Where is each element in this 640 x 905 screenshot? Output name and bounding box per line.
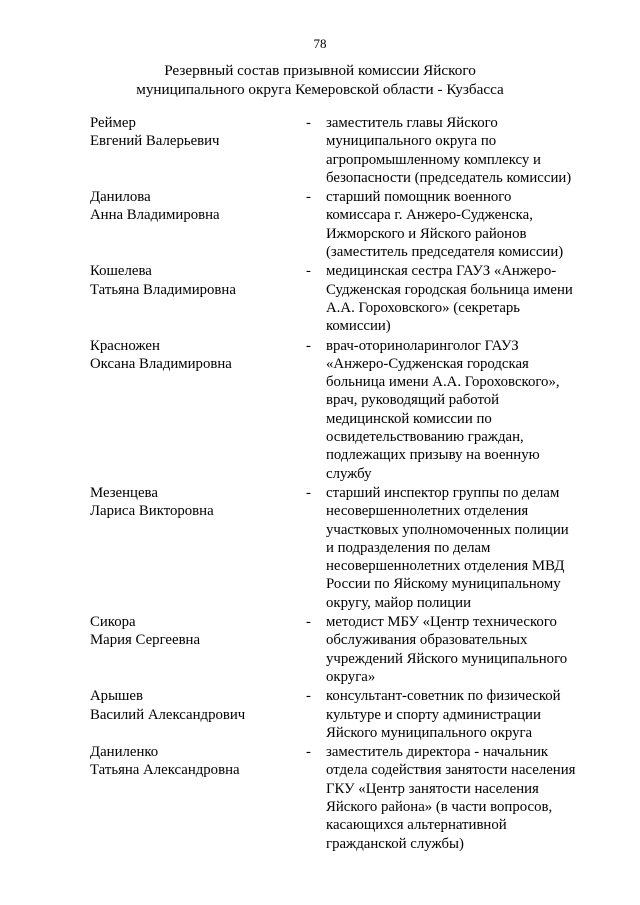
member-given-name: Василий Александрович [90, 706, 246, 723]
member-description-line: безопасности (председатель комиссии) [326, 169, 572, 186]
member-description-line: (заместитель председателя комиссии) [326, 244, 564, 261]
member-description-line: подлежащих призыву на военную [326, 447, 540, 464]
member-name [90, 484, 290, 521]
member-dash: - [306, 115, 311, 131]
member-dash: - [306, 263, 311, 280]
member-description-line: консультант-советник по физической [326, 688, 561, 705]
member-description-line: службу [326, 465, 372, 482]
member-description-line: медицинская сестра ГАУЗ «Анжеро- [326, 263, 557, 280]
document-title [40, 62, 600, 99]
member-surname: Мезенцева [90, 484, 158, 501]
member-dash: - [306, 614, 311, 631]
member-name [90, 114, 290, 151]
member-description-line: больница имени А.А. Гороховского», [326, 374, 560, 391]
member-description-line: врач-оториноларинголог ГАУЗ [326, 337, 519, 354]
member-description-line: муниципального округа по [326, 133, 497, 150]
member-description-line: заместитель главы Яйского [326, 115, 498, 131]
member-description-line: культуре и спорту администрации [326, 706, 541, 723]
member-description-line: учреждений Яйского муниципального [326, 650, 568, 667]
title-line-1: Резервный состав призывной комиссии Яйского [164, 62, 476, 79]
member-description-line: несовершеннолетних отделения [326, 503, 529, 520]
member-description-line: освидетельствованию граждан, [326, 429, 524, 446]
member-given-name: Татьяна Александровна [90, 762, 240, 779]
title-line-2: муниципального округа Кемеровской области - Кузбасса [136, 80, 504, 98]
member-given-name: Анна Владимировна [90, 207, 220, 224]
member-surname: Арышев [90, 688, 143, 705]
member-description [326, 114, 586, 187]
member-given-name: Лариса Викторовна [90, 503, 214, 520]
member-given-name: Евгений Валерьевич [90, 133, 220, 150]
members-list [0, 114, 640, 853]
member-description-line: округа» [326, 668, 376, 685]
member-description-line: касающихся альтернативной [326, 817, 507, 834]
member-description-line: комиссара г. Анжеро-Судженска, [326, 207, 533, 224]
member-row [0, 484, 640, 612]
member-dash: - [306, 484, 311, 501]
member-row [0, 262, 640, 335]
member-surname: Кошелева [90, 263, 152, 280]
member-description-line: старший помощник военного [326, 189, 512, 206]
member-description [326, 687, 586, 742]
member-description-line: агропромышленному комплексу и [326, 151, 541, 168]
member-row [0, 188, 640, 261]
member-row [0, 743, 640, 853]
member-description [326, 262, 586, 335]
member-description-line: Судженская городская больница имени [326, 281, 573, 298]
member-surname: Реймер [90, 115, 136, 131]
member-description-line: методист МБУ «Центр технического [326, 614, 557, 631]
member-description-line: несовершеннолетних отделения МВД [326, 558, 565, 575]
member-description-line: заместитель директора - начальник [326, 744, 549, 761]
member-description-line: и подразделения по делам [326, 539, 491, 556]
member-description-line: участковых уполномоченных полиции [326, 521, 569, 538]
member-given-name: Мария Сергеевна [90, 632, 201, 649]
member-description-line: ГКУ «Центр занятости населения [326, 780, 539, 797]
member-description-line: округу, майор полиции [326, 594, 471, 611]
member-row [0, 687, 640, 742]
member-surname: Даниленко [90, 744, 159, 761]
member-surname: Данилова [90, 189, 151, 206]
page-number: 78 [313, 36, 327, 51]
member-description-line: обслуживания образовательных [326, 632, 528, 649]
member-dash: - [306, 337, 311, 354]
member-row [0, 114, 640, 187]
member-description [326, 743, 586, 853]
member-dash: - [306, 189, 311, 206]
member-name [90, 743, 290, 780]
member-description-line: России по Яйскому муниципальному [326, 576, 561, 593]
member-description [326, 613, 586, 686]
member-row [0, 337, 640, 483]
member-description-line: «Анжеро-Судженская городская [326, 355, 529, 372]
member-description-line: медицинской комиссии по [326, 410, 492, 427]
member-description-line: отдела содействия занятости населения [326, 762, 576, 779]
member-surname: Красножен [90, 337, 160, 354]
member-description-line: Яйского района» (в части вопросов, [326, 798, 553, 815]
member-dash: - [306, 688, 311, 705]
member-name [90, 337, 290, 374]
member-name [90, 687, 290, 724]
member-row [0, 613, 640, 686]
member-given-name: Татьяна Владимировна [90, 281, 236, 298]
member-description [326, 188, 586, 261]
member-surname: Сикора [90, 614, 136, 631]
member-name [90, 262, 290, 299]
member-description-line: врач, руководящий работой [326, 392, 500, 409]
member-description-line: старший инспектор группы по делам [326, 484, 560, 501]
member-given-name: Оксана Владимировна [90, 355, 232, 372]
member-description-line: Ижморского и Яйского районов [326, 225, 527, 242]
member-description-line: комиссии) [326, 318, 391, 335]
member-name [90, 188, 290, 225]
member-description-line: А.А. Гороховского» (секретарь [326, 299, 521, 316]
member-description-line: гражданской службы) [326, 835, 464, 852]
member-dash: - [306, 744, 311, 761]
member-description [326, 337, 586, 483]
member-name [90, 613, 290, 650]
member-description-line: Яйского муниципального округа [326, 724, 533, 741]
member-description [326, 484, 586, 612]
